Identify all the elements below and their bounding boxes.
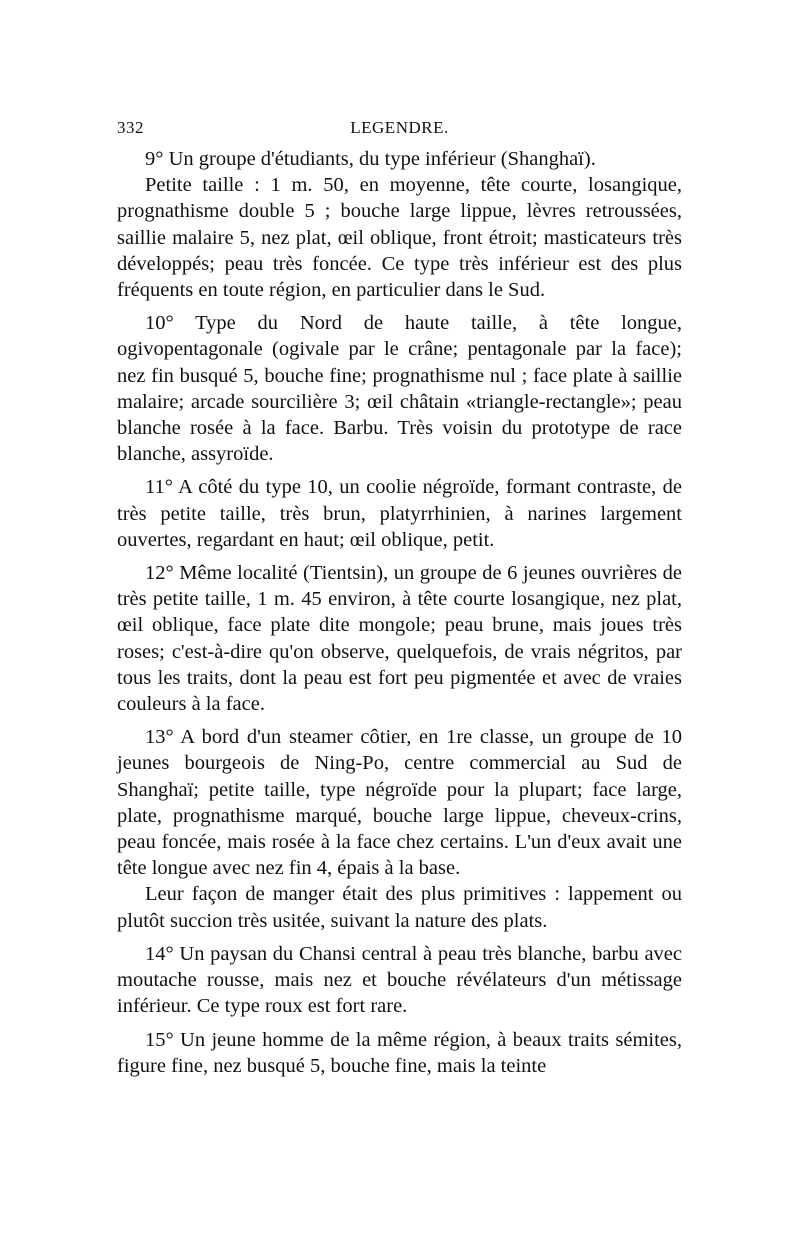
paragraph-13-continued: Leur façon de manger était des plus primitives : lappement ou plutôt succion très usitée, suivant la nature des plats. <box>117 883 682 932</box>
book-page <box>117 118 682 1079</box>
page-header <box>117 118 682 144</box>
paragraph-14: 14° Un paysan du Chansi central à peau très blanche, barbu avec moutache rousse, mais nez et bouche révélateurs d'un métissage inférieur. Ce type roux est fort rare. <box>117 942 682 1018</box>
paragraph-9-title: 9° Un groupe d'étudiants, du type inférieur (Shanghaï). <box>145 148 596 170</box>
running-head: LEGENDRE. <box>350 118 449 137</box>
paragraph-15: 15° Un jeune homme de la même région, à beaux traits sémites, figure fine, nez busqué 5, bouche fine, mais la teinte <box>117 1028 682 1077</box>
page-number: 332 <box>117 118 144 137</box>
paragraph-12: 12° Même localité (Tientsin), un groupe de 6 jeunes ouvrières de très petite taille, 1 m. 45 environ, à tête courte losangique, nez plat, œil oblique, face plate dite mongole; peau brune, mais joues très roses; c'est-à-dire qu'on observe, quelquefois, de vrais négritos, par tous les traits, dont la peau est fort peu pigmentée et avec de vraies couleurs à la face. <box>117 562 682 716</box>
paragraph-9-body: Petite taille : 1 m. 50, en moyenne, tête courte, losangique, prognathisme double 5 ; bouche large lippue, lèvres retroussées, saillie malaire 5, nez plat, œil oblique, front étroit; masticateurs très développés; peau très foncée. Ce type très inférieur est des plus fréquents en toute région, en particulier dans le Sud. <box>117 174 682 302</box>
paragraph-11: 11° A côté du type 10, un coolie négroïde, formant contraste, de très petite taille, très brun, platyrrhinien, à narines largement ouvertes, regardant en haut; œil oblique, petit. <box>117 476 682 551</box>
paragraph-10: 10° Type du Nord de haute taille, à tête longue, ogivopentagonale (ogivale par le crâne; pentagonale par la face); nez fin busqué 5, bouche fine; prognathisme nul ; face plate à saillie malaire; arcade sourcilière 3; œil châtain «triangle-rectangle»; peau blanche rosée à la face. Barbu. Très voisin du prototype de race blanche, assyroïde. <box>117 312 682 466</box>
paragraph-13: 13° A bord d'un steamer côtier, en 1re classe, un groupe de 10 jeunes bourgeois de Ning-Po, centre commercial au Sud de Shanghaï; petite taille, type négroïde pour la plupart; face large, plate, prognathisme marqué, bouche large lippue, cheveux-crins, peau foncée, mais rosée à la face chez certains. L'un d'eux avait une tête longue avec nez fin 4, épais à la base. <box>117 726 682 880</box>
body-text <box>117 146 682 1079</box>
